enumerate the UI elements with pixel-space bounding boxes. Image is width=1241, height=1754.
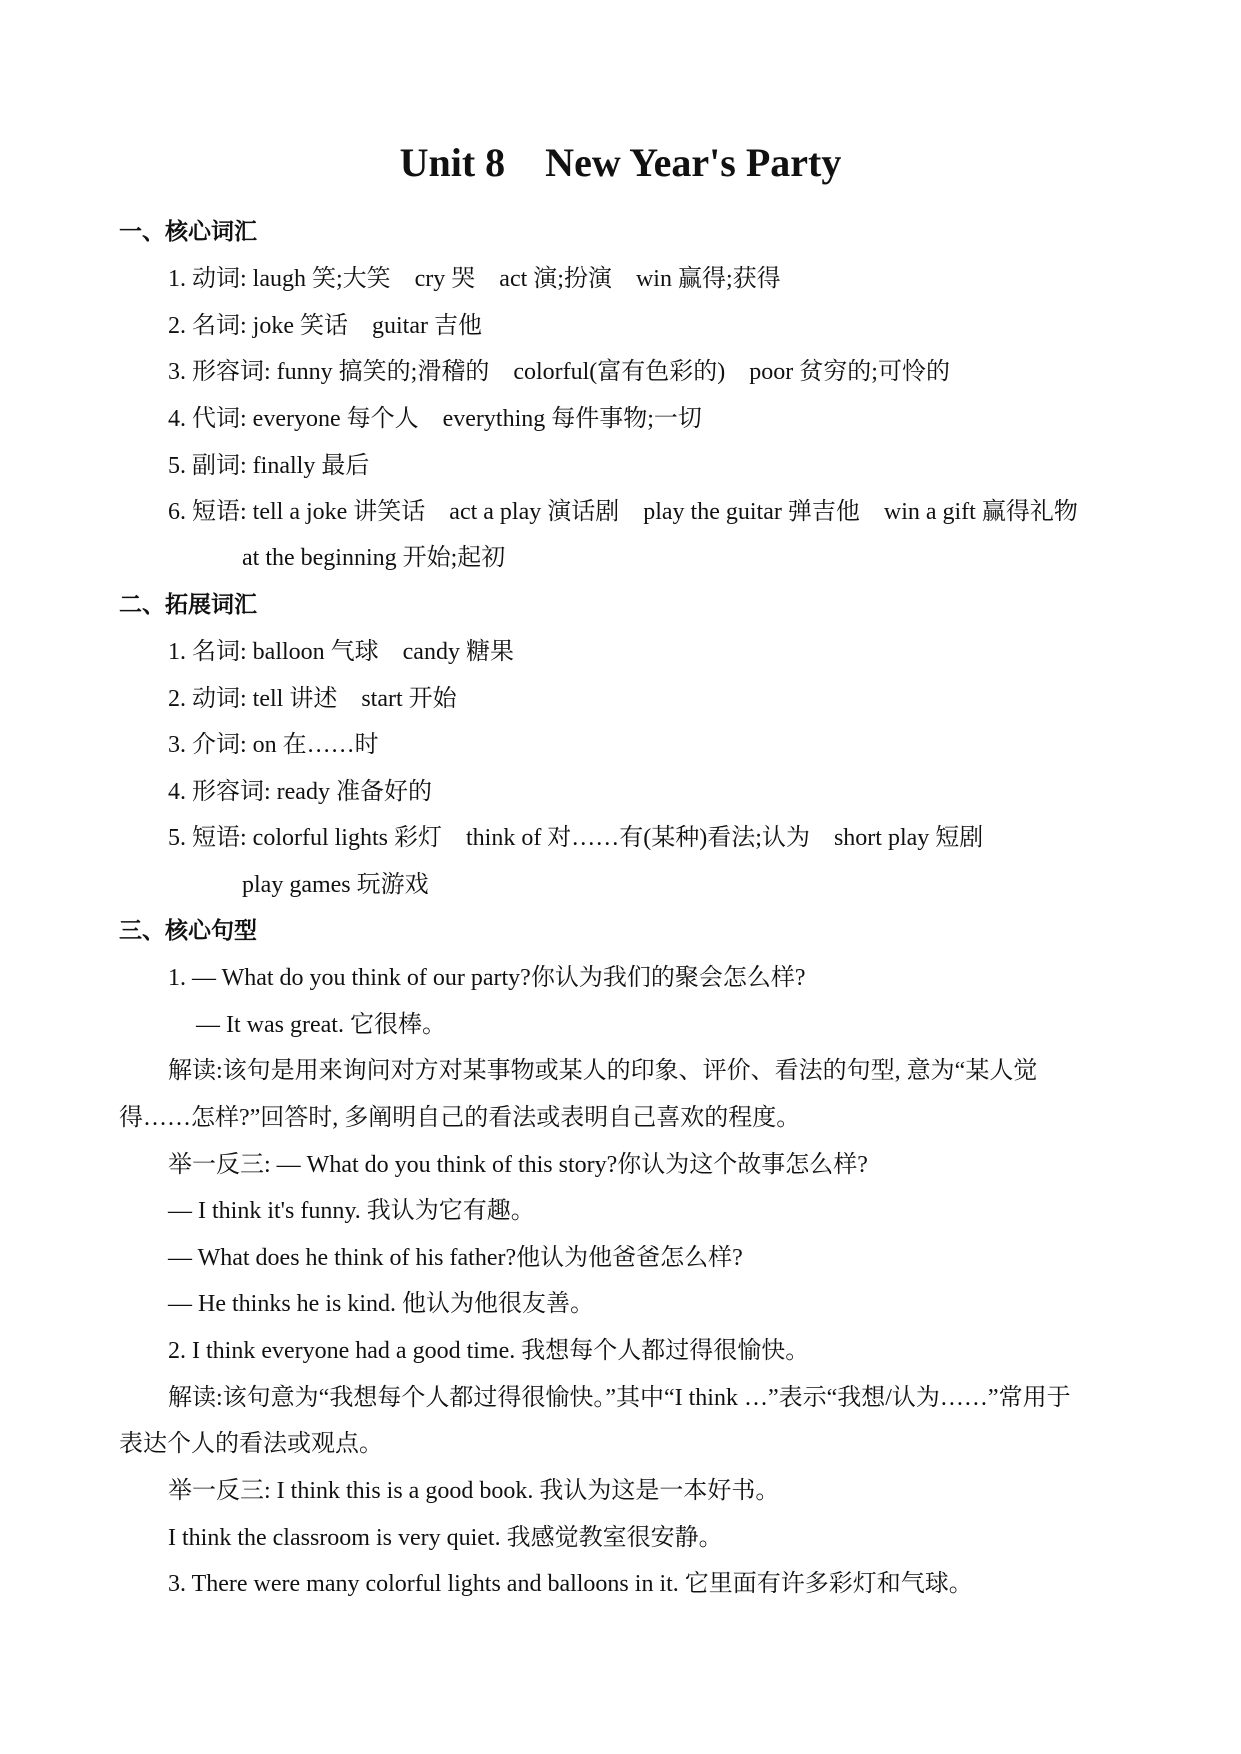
ext-vocab-phrases: 5. 短语: colorful lights 彩灯 think of 对……有(某种)看法;认为 short play 短剧	[168, 825, 984, 851]
sentence-1-answer: — It was great. 它很棒。	[196, 1012, 446, 1038]
section-heading-core-vocabulary: 一、核心词汇	[119, 219, 257, 245]
vocab-nouns: 2. 名词: joke 笑话 guitar 吉他	[168, 313, 482, 339]
ext-vocab-nouns: 1. 名词: balloon 气球 candy 糖果	[168, 639, 514, 665]
ext-vocab-prepositions: 3. 介词: on 在……时	[168, 732, 379, 758]
ext-vocab-adjectives: 4. 形容词: ready 准备好的	[168, 779, 432, 805]
vocab-adjectives: 3. 形容词: funny 搞笑的;滑稽的 colorful(富有色彩的) poor 贫穷的;可怜的	[168, 359, 950, 385]
sentence-2-example-2: I think the classroom is very quiet. 我感觉教室很安静。	[168, 1525, 723, 1551]
sentence-1-example-answer: — I think it's funny. 我认为它有趣。	[168, 1198, 535, 1224]
sentence-2-explanation: 解读:该句意为“我想每个人都过得很愉快。”其中“I think …”表示“我想/认为……”常用于	[168, 1385, 1071, 1411]
page-title: Unit 8 New Year's Party	[399, 140, 842, 185]
sentence-2-explanation-continued: 表达个人的看法或观点。	[119, 1431, 383, 1457]
vocab-phrases-continued: at the beginning 开始;起初	[242, 545, 506, 571]
sentence-2: 2. I think everyone had a good time. 我想每个人都过得很愉快。	[168, 1338, 810, 1364]
sentence-2-example-1: 举一反三: I think this is a good book. 我认为这是一本好书。	[168, 1478, 780, 1504]
sentence-1-explanation: 解读:该句是用来询问对方对某事物或某人的印象、评价、看法的句型, 意为“某人觉	[168, 1058, 1038, 1084]
sentence-1-example-answer-2: — He thinks he is kind. 他认为他很友善。	[168, 1291, 594, 1317]
section-heading-extended-vocabulary: 二、拓展词汇	[119, 592, 257, 618]
sentence-3: 3. There were many colorful lights and balloons in it. 它里面有许多彩灯和气球。	[168, 1571, 973, 1597]
sentence-1-question: 1. — What do you think of our party?你认为我们的聚会怎么样?	[168, 965, 806, 991]
vocab-adverbs: 5. 副词: finally 最后	[168, 453, 370, 479]
sentence-1-example-question-2: — What does he think of his father?他认为他爸爸怎么样?	[168, 1245, 743, 1271]
vocab-verbs: 1. 动词: laugh 笑;大笑 cry 哭 act 演;扮演 win 赢得;获得	[168, 266, 781, 292]
vocab-phrases: 6. 短语: tell a joke 讲笑话 act a play 演话剧 play the guitar 弹吉他 win a gift 赢得礼物	[168, 499, 1078, 525]
section-heading-core-sentences: 三、核心句型	[119, 918, 257, 944]
sentence-1-example-intro: 举一反三: — What do you think of this story?你认为这个故事怎么样?	[168, 1152, 868, 1178]
vocab-pronouns: 4. 代词: everyone 每个人 everything 每件事物;一切	[168, 406, 702, 432]
ext-vocab-phrases-continued: play games 玩游戏	[242, 872, 429, 898]
sentence-1-explanation-continued: 得……怎样?”回答时, 多阐明自己的看法或表明自己喜欢的程度。	[119, 1105, 801, 1131]
ext-vocab-verbs: 2. 动词: tell 讲述 start 开始	[168, 686, 457, 712]
